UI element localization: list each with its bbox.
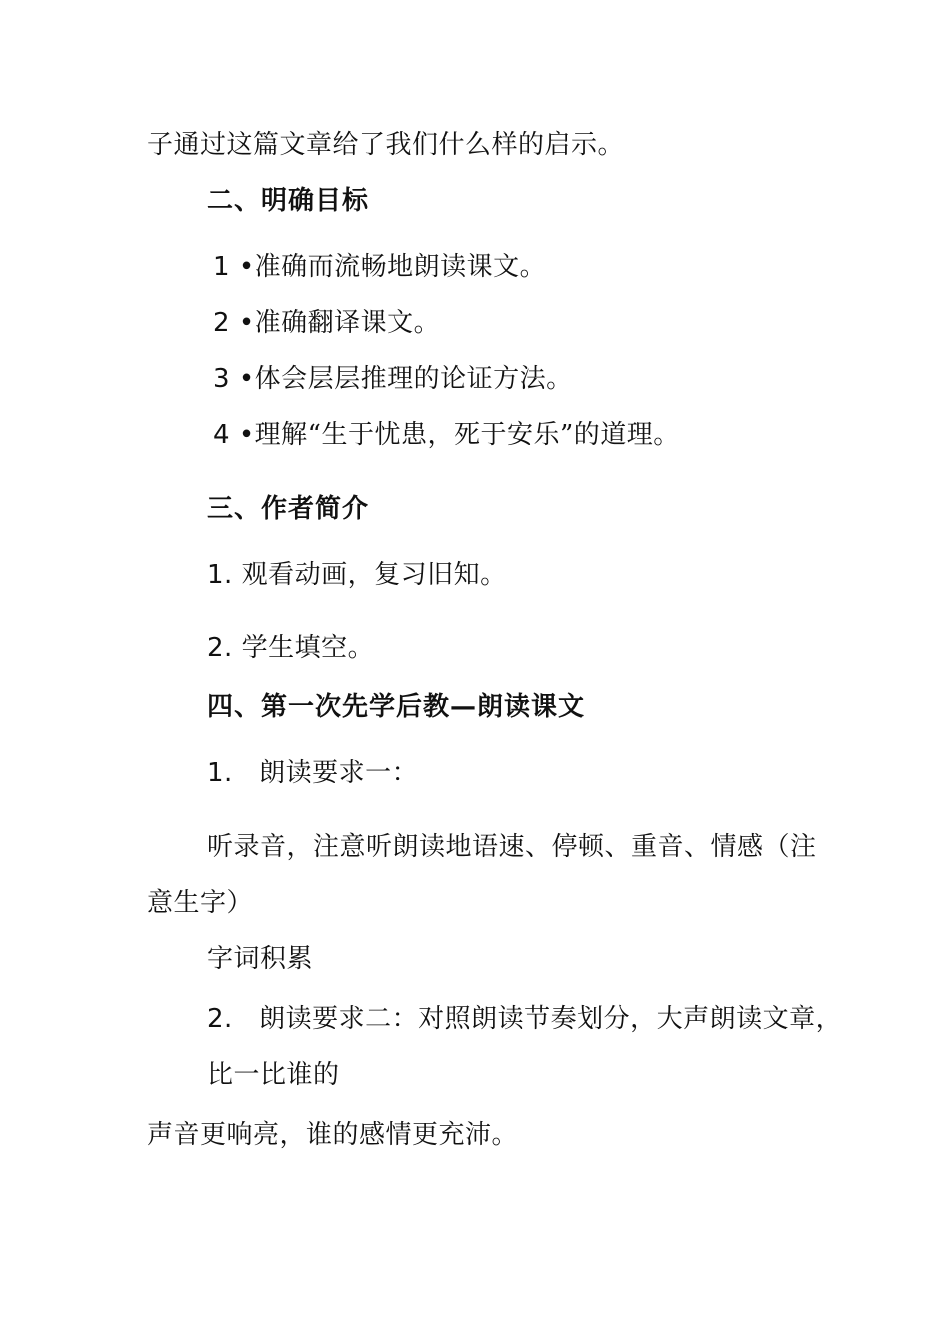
goal-item-3 [213,364,573,394]
requirement-2-continuation: 比一比谁的 [207,1060,340,1090]
author-item-text: 观看动画，复习旧知。 [241,560,507,590]
author-item-1 [207,560,507,590]
section3-heading: 三、作者简介 [207,494,370,524]
reading-requirement-2 [207,1004,842,1034]
goal-item-text: •体会层层推理的论证方法。 [238,364,573,394]
goal-item-number: 1 [213,252,231,282]
goal-item-text: •准确翻译课文。 [238,308,441,338]
reading-requirement-1 [207,758,418,788]
goal-item-text: •准确而流畅地朗读课文。 [238,252,547,282]
author-item-number: 1. [207,560,233,590]
section4-heading: 四、第一次先学后教—朗读课文 [207,692,586,722]
goal-item-number: 2 [213,308,231,338]
goal-item-number: 3 [213,364,231,394]
requirement-number: 1. [207,758,233,788]
author-item-2 [207,633,374,663]
requirement-2-tail: 声音更响亮，谁的感情更充沛。 [147,1120,519,1150]
listen-line-2: 意生字） [147,888,254,918]
goal-item-2 [213,308,440,338]
requirement-label: 朗读要求一： [259,758,419,788]
listen-line-1: 听录音，注意听朗读地语速、停顿、重音、情感（注 [207,832,817,862]
vocab-accumulation: 字词积累 [207,944,314,974]
author-item-text: 学生填空。 [241,633,375,663]
goal-item-1 [213,252,546,282]
section2-heading: 二、明确目标 [207,186,370,216]
intro-tail-paragraph: 子通过这篇文章给了我们什么样的启示。 [147,130,625,160]
goal-item-text: •理解“生于忧患，死于安乐”的道理。 [238,420,680,450]
author-item-number: 2. [207,633,233,663]
requirement-number: 2. [207,1004,233,1034]
goal-item-4 [213,420,680,450]
goal-item-number: 4 [213,420,231,450]
requirement-text: 朗读要求二：对照朗读节奏划分，大声朗读文章， [259,1004,843,1034]
